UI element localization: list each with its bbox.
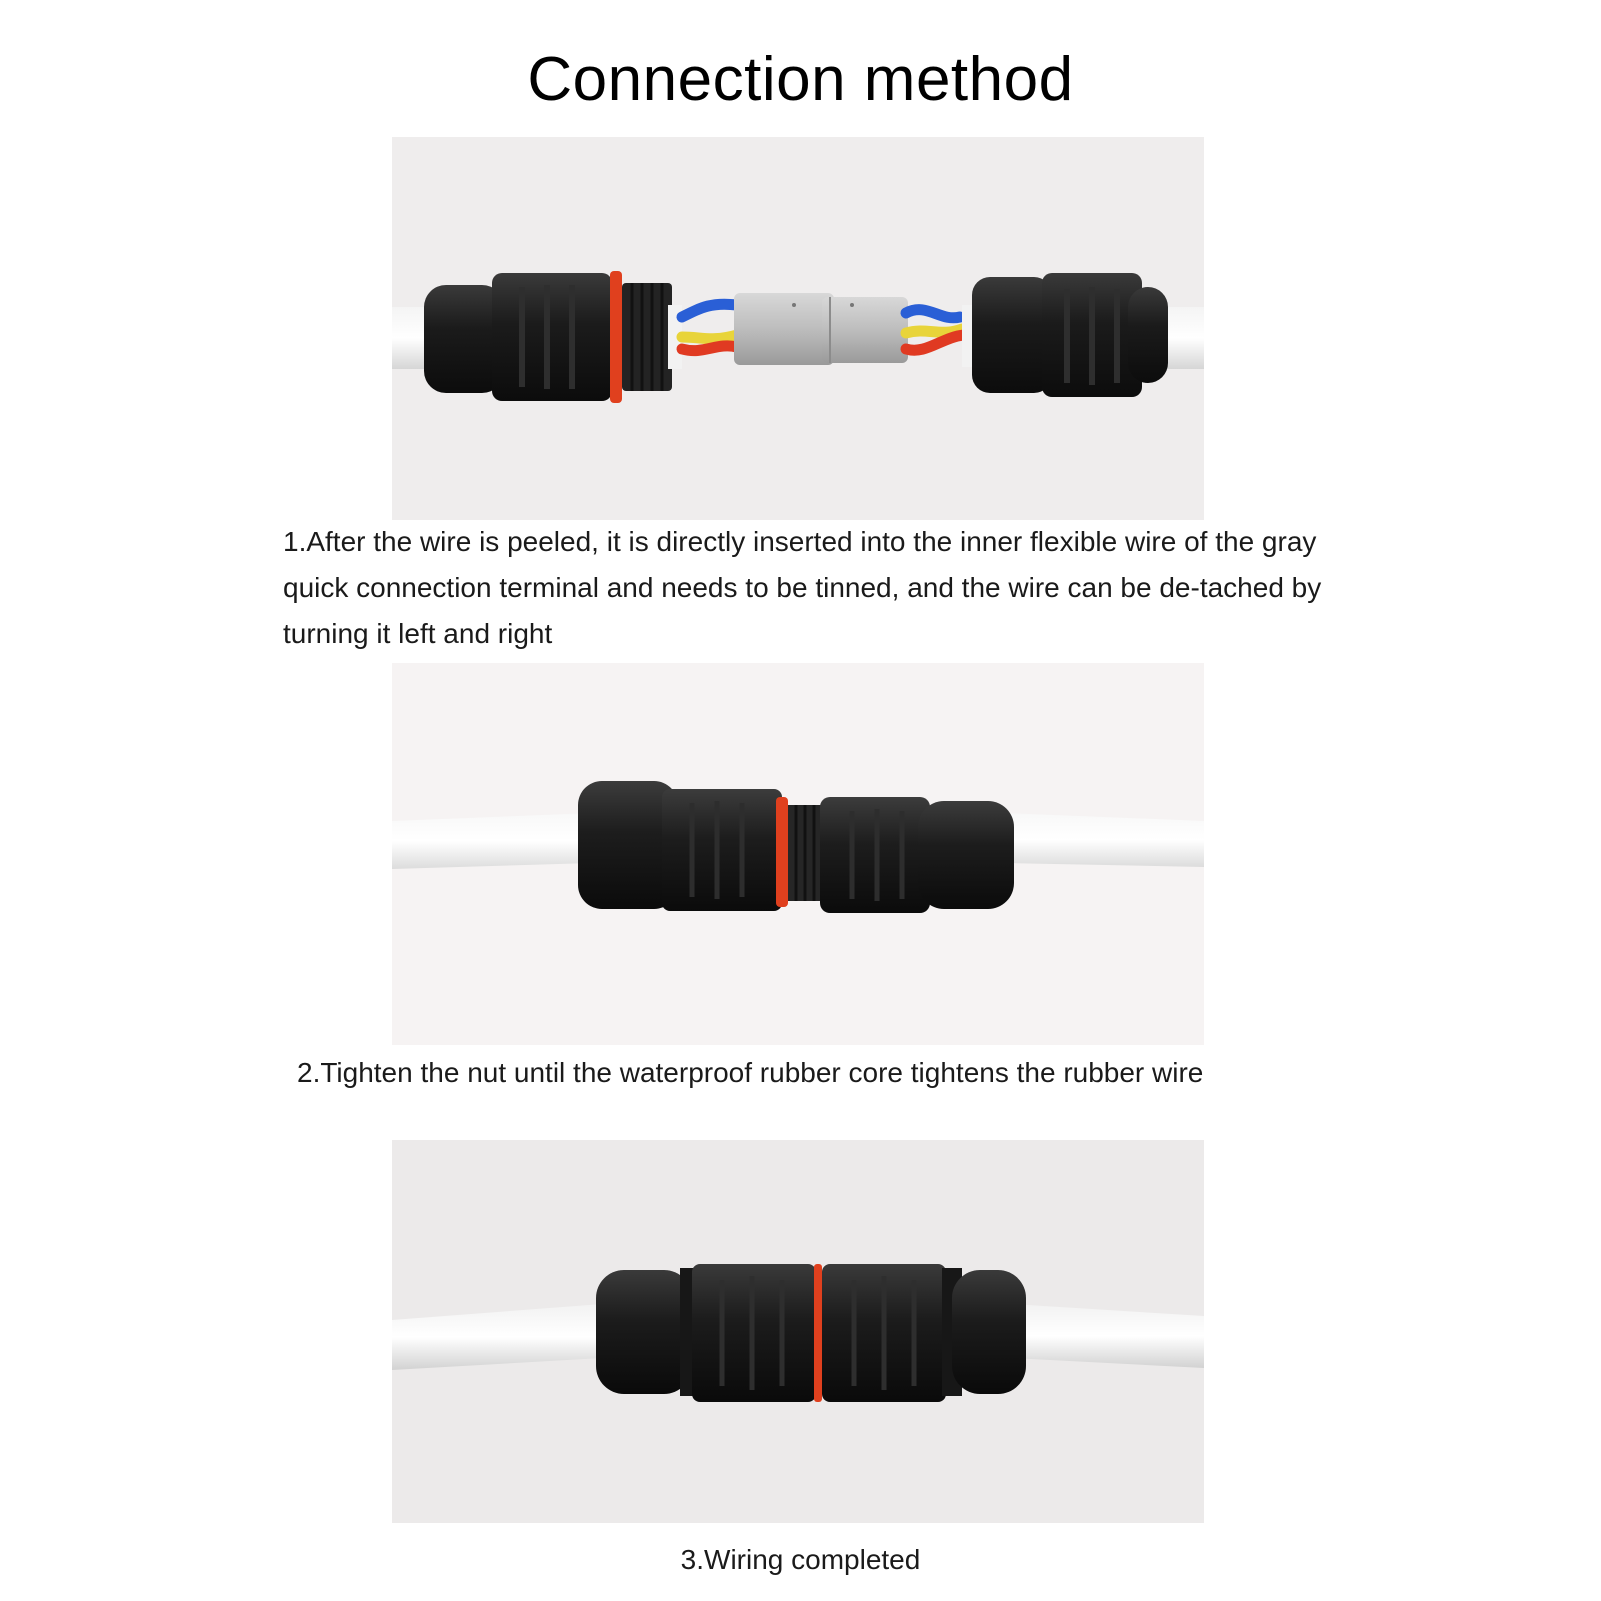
step-1-caption: 1.After the wire is peeled, it is directly inserted into the inner flexible wire of the gray quick connection terminal and needs to be tinned, and the wire can be de-tached by turning it left and right	[283, 526, 1322, 649]
seal-ring	[814, 1264, 822, 1402]
step-3-caption: 3.Wiring completed	[680, 1544, 921, 1575]
page-title: Connection method	[527, 45, 1074, 114]
seal-ring	[776, 797, 788, 907]
left-cable	[392, 1304, 602, 1370]
gray-quick-terminal	[734, 293, 908, 365]
completed-connector	[596, 1264, 1026, 1402]
right-cable	[1004, 813, 1204, 867]
disassembled-connector-illustration	[392, 137, 1204, 520]
tightening-connector-illustration	[392, 663, 1204, 1045]
left-connector-half	[424, 271, 682, 403]
exposed-wires-left	[682, 304, 737, 350]
step-3-photo	[392, 1140, 1204, 1523]
completed-connector-illustration	[392, 1140, 1204, 1523]
assembled-connector	[578, 781, 1014, 913]
seal-ring	[610, 271, 622, 403]
exposed-wires-right	[906, 310, 964, 351]
step-1-photo	[392, 137, 1204, 520]
right-connector-half	[962, 273, 1168, 397]
right-cable	[1012, 1304, 1204, 1368]
step-2-photo	[392, 663, 1204, 1045]
left-cable	[392, 813, 592, 869]
step-2-caption: 2.Tighten the nut until the waterproof rubber core tightens the rubber wire	[297, 1057, 1204, 1088]
